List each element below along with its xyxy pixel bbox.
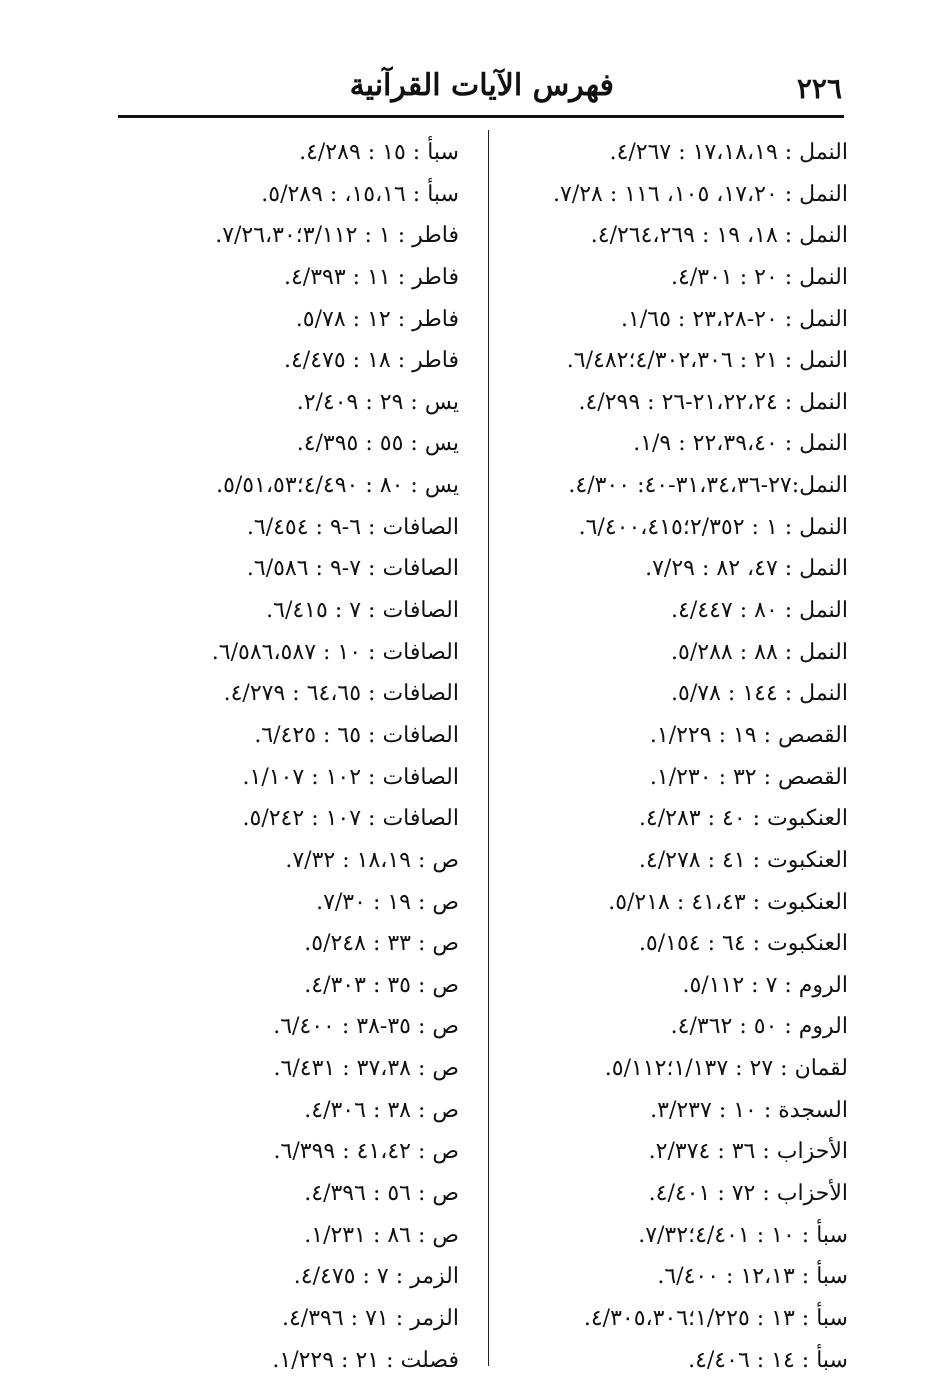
index-entry: الصافات : ١٠ : ٦/٥٨٦،٥٨٧. — [211, 639, 459, 665]
index-entry: النمل : ٨٨ : ٥/٢٨٨. — [671, 639, 848, 665]
index-entry: ص : ١٨،١٩ : ٧/٣٢. — [285, 847, 459, 873]
index-entry: ص : ٥٦ : ٤/٣٩٦. — [304, 1181, 459, 1207]
index-entry: ص : ٣٥ : ٤/٣٠٣. — [304, 972, 459, 998]
index-entry: الصافات : ٦٤،٦٥ : ٤/٢٧٩. — [223, 681, 459, 707]
index-entry: النمل : ١٧،١٨،١٩ : ٤/٢٦٧. — [609, 140, 848, 165]
index-entry: العنكبوت : ٤١ : ٤/٢٧٨. — [638, 847, 848, 873]
index-entry: فاطر : ١ : ٣/١١٢؛٧/٢٦،٣٠. — [215, 223, 459, 249]
index-entry: الزمر : ٧ : ٤/٤٧٥. — [293, 1264, 459, 1290]
index-entry: لقمان : ٢٧ : ١/١٣٧؛٥/١١٢. — [604, 1056, 848, 1082]
index-entry: الأحزاب : ٣٦ : ٢/٣٧٤. — [648, 1139, 848, 1165]
index-entry: فاطر : ١٢ : ٥/٧٨. — [295, 306, 459, 332]
index-entry: ص : ٣٥-٣٨ : ٦/٤٠٠. — [273, 1014, 459, 1040]
index-column-left — [159, 132, 459, 1381]
index-entry: الصافات : ١٠٧ : ٥/٢٤٢. — [242, 806, 459, 832]
index-entry: سبأ : ١٥ : ٤/٢٨٩. — [299, 140, 459, 165]
index-entry: سبأ : ١٢،١٣ : ٦/٤٠٠. — [657, 1264, 848, 1290]
index-entry: الأحزاب : ٧٢ : ٤/٤٠١. — [648, 1181, 848, 1207]
index-entry: سبأ : ١٠ : ٤/٤٠١؛٧/٣٢. — [638, 1222, 848, 1248]
index-entry: النمل : ٢٠ : ٤/٣٠١. — [671, 264, 848, 290]
index-entry: ص : ٣٨ : ٤/٣٠٦. — [304, 1097, 459, 1123]
index-entry: سبأ : ١٤ : ٤/٤٠٦. — [688, 1347, 848, 1373]
index-entry: النمل : ١٧،٢٠، ١٠٥، ١١٦ : ٧/٢٨. — [553, 181, 848, 207]
index-entry: النمل : ٤٧، ٨٢ : ٧/٢٩. — [645, 556, 848, 582]
index-entry: سبأ : ١٣ : ١/٢٢٥؛٤/٣٠٥،٣٠٦. — [583, 1305, 848, 1331]
index-entry: ص : ٣٧،٣٨ : ٦/٤٣١. — [273, 1056, 459, 1082]
index-entry: الصافات : ٦-٩ : ٦/٤٥٤. — [246, 514, 459, 540]
column-divider — [488, 130, 489, 1366]
index-entry: الصافات : ٧-٩ : ٦/٥٨٦. — [246, 556, 459, 582]
index-entry: الروم : ٥٠ : ٤/٣٦٢. — [670, 1014, 848, 1040]
index-entry: ص : ١٩ : ٧/٣٠. — [316, 889, 459, 915]
index-entry: يس : ٢٩ : ٢/٤٠٩. — [296, 389, 459, 415]
header-rule — [118, 115, 844, 118]
page-title: فهرس الآيات القرآنية — [349, 68, 614, 103]
index-entry: ص : ٤١،٤٢ : ٦/٣٩٩. — [273, 1139, 459, 1165]
index-entry: العنكبوت : ٤٠ : ٤/٢٨٣. — [638, 806, 848, 832]
index-entry: فصلت : ٢١ : ١/٢٢٩. — [272, 1347, 459, 1373]
index-entry: النمل : ١٤٤ : ٥/٧٨. — [671, 681, 848, 707]
index-entry: النمل : ١٨، ١٩ : ٤/٢٦٤،٢٦٩. — [590, 223, 848, 249]
index-entry: النمل : ٢١ : ٤/٣٠٢،٣٠٦؛٦/٤٨٢. — [566, 348, 848, 374]
index-entry: يس : ٥٥ : ٤/٣٩٥. — [296, 431, 459, 457]
index-entry: ص : ٣٣ : ٥/٢٤٨. — [304, 931, 459, 957]
index-entry: النمل : ٢٢،٣٩،٤٠ : ١/٩. — [633, 431, 848, 457]
index-entry: النمل : ٨٠ : ٤/٤٤٧. — [671, 598, 848, 624]
index-entry: فاطر : ١١ : ٤/٣٩٣. — [283, 264, 459, 290]
page-header — [118, 68, 846, 116]
index-entry: الصافات : ٧ : ٦/٤١٥. — [266, 598, 459, 624]
page-number: ٢٢٦ — [796, 72, 842, 105]
index-entry: النمل:٢٧-٣١،٣٤،٣٦-٤٠: ٤/٣٠٠. — [568, 473, 848, 499]
index-entry: الروم : ٧ : ٥/١١٢. — [682, 972, 848, 998]
index-entry: الزمر : ٧١ : ٤/٣٩٦. — [281, 1305, 459, 1331]
index-entry: النمل : ١ : ٢/٣٥٢؛٦/٤٠٠،٤١٥. — [578, 514, 848, 540]
index-entry: القصص : ١٩ : ١/٢٢٩. — [649, 722, 848, 748]
index-entry: العنكبوت : ٦٤ : ٥/١٥٤. — [638, 931, 848, 957]
index-entry: سبأ : ١٥،١٦، : ٥/٢٨٩. — [261, 181, 459, 207]
index-entry: ص : ٨٦ : ١/٢٣١. — [304, 1222, 459, 1248]
index-entry: النمل : ٢١،٢٢،٢٤-٢٦ : ٤/٢٩٩. — [578, 389, 848, 415]
index-entry: السجدة : ١٠ : ٣/٢٣٧. — [650, 1097, 848, 1123]
index-entry: فاطر : ١٨ : ٤/٤٧٥. — [283, 348, 459, 374]
index-column-right — [498, 132, 848, 1381]
index-entry: العنكبوت : ٤١،٤٣ : ٥/٢١٨. — [608, 889, 848, 915]
index-entry: القصص : ٣٢ : ١/٢٣٠. — [649, 764, 848, 790]
index-entry: النمل : ٢٠-٢٣،٢٨ : ١/٦٥. — [621, 306, 848, 332]
index-entry: الصافات : ١٠٢ : ١/١٠٧. — [242, 764, 459, 790]
index-entry: الصافات : ٦٥ : ٦/٤٢٥. — [254, 722, 459, 748]
index-entry: يس : ٨٠ : ٤/٤٩٠؛٥/٥١،٥٣. — [216, 473, 459, 499]
